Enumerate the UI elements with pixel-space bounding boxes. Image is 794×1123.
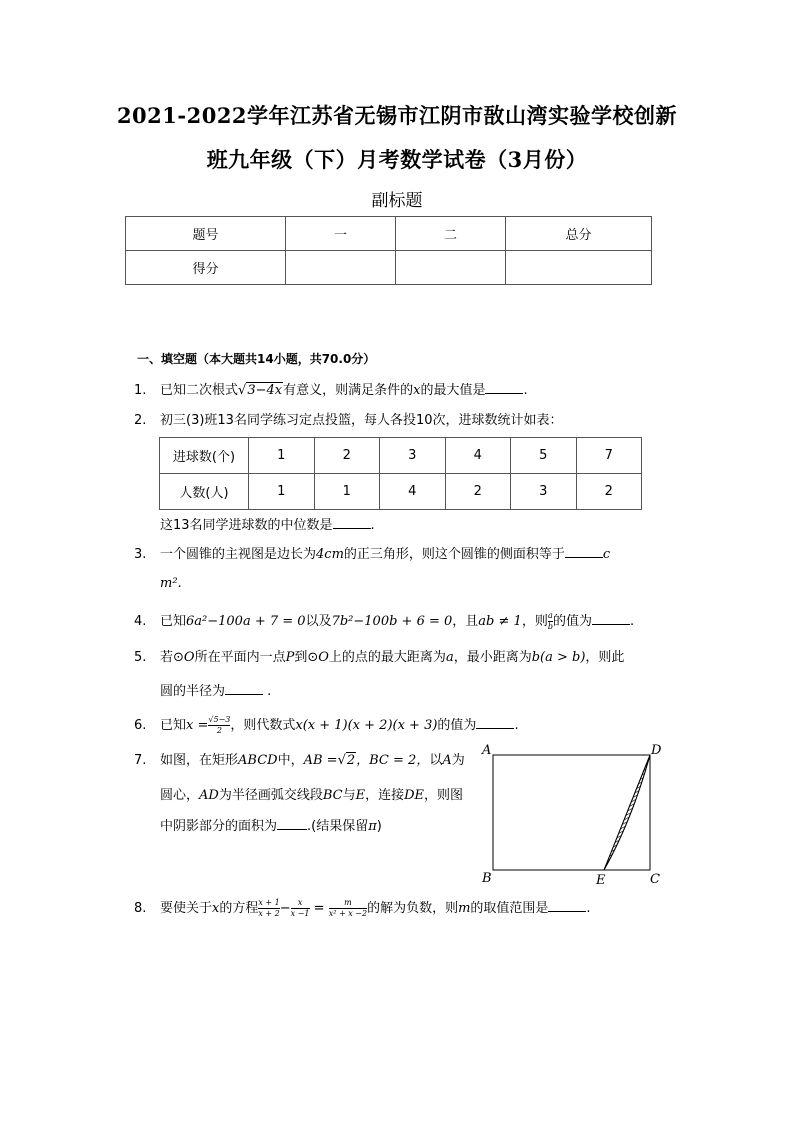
q8-number: 8.	[134, 901, 147, 916]
q4-blank[interactable]	[592, 610, 630, 625]
q2-head-1: 1	[249, 438, 315, 474]
q5-a: a	[445, 650, 454, 665]
q6-text-c: 的值为	[437, 718, 477, 733]
q7-l3a: 中阴影部分的面积为	[160, 819, 278, 834]
q3-val: 4cm	[316, 547, 344, 562]
q1-text-a: 已知二次根式	[160, 383, 239, 398]
q4-text-b: 以及	[305, 614, 332, 629]
q8-frac-3	[329, 898, 367, 919]
q4-eq2: 7b²−100b + 6 = 0	[331, 614, 453, 629]
q6-end: .	[514, 718, 519, 733]
q8-text-a: 要使关于	[160, 901, 213, 916]
q7-blank[interactable]	[277, 815, 307, 830]
q7-ad: AD	[199, 788, 219, 803]
q5-p: P	[285, 650, 295, 665]
q1-end: .	[523, 383, 528, 398]
q2-row-5: 3	[511, 474, 577, 510]
q1-text-c: 的最大值是	[420, 383, 486, 398]
q5-text-b: 所在平面内一点	[194, 650, 286, 665]
q2-text: 初三(3)班13名同学练习定点投篮，每人各投10次，进球数统计如表：	[160, 413, 563, 428]
q7-label-C: C	[650, 872, 660, 887]
q2-row-4: 2	[445, 474, 511, 510]
q2-end: .	[370, 518, 375, 533]
q8-m: m	[458, 901, 471, 916]
q2-row-1: 1	[249, 474, 315, 510]
q5-line2	[160, 680, 271, 699]
q8-frac-2	[291, 898, 310, 919]
q2-head-0: 进球数(个)	[160, 438, 249, 474]
title-line-1: 2021-2022学年江苏省无锡市江阴市敔山湾实验学校创新	[116, 103, 678, 128]
q5-text-a: 若⊙	[160, 650, 184, 665]
score-head-total: 总分	[506, 217, 652, 251]
q7-bcs: BC	[322, 788, 343, 803]
q5-number: 5.	[134, 650, 147, 665]
q6-frac-num: √5−3	[208, 715, 231, 724]
q2-blank[interactable]	[333, 514, 371, 529]
q3-unit-b: m².	[160, 576, 182, 591]
q7-l1d: 为	[451, 753, 465, 768]
q2-head-2: 2	[314, 438, 380, 474]
q6-frac-den: 2	[208, 725, 230, 736]
q8-frac-1	[258, 898, 279, 919]
q2-follow	[160, 514, 375, 533]
q7-l2b: 为半径画弧交线段	[218, 788, 323, 803]
q8-text-d: 的取值范围是	[470, 901, 549, 916]
q3-line2	[160, 576, 182, 591]
q3-number: 3.	[134, 547, 147, 562]
q5-o1: O	[183, 650, 195, 665]
q4-frac-num: a	[548, 611, 553, 620]
question-6	[134, 711, 519, 741]
q2-head-6: 7	[576, 438, 642, 474]
q6-expr: x(x + 1)(x + 2)(x + 3)	[295, 718, 438, 733]
q7-de: DE	[404, 788, 425, 803]
q6-fraction	[208, 715, 230, 736]
q3-blank[interactable]	[565, 543, 603, 558]
q1-number: 1.	[134, 383, 147, 398]
q1-text-b: 有意义，则满足条件的	[283, 383, 414, 398]
q7-l3b: .(结果保留	[307, 819, 369, 834]
q2-number: 2.	[134, 413, 147, 428]
q2-head-4: 4	[445, 438, 511, 474]
q2-table	[159, 437, 642, 510]
q8-f1-num: x + 1	[258, 898, 280, 907]
q4-text-c: ，且	[452, 614, 479, 629]
q8-blank[interactable]	[548, 897, 586, 912]
q8-f1-den: x + 2	[258, 909, 280, 918]
q7-l2a: 圆心，	[160, 788, 200, 803]
q5-o2: O	[318, 650, 329, 665]
score-cell-total	[506, 251, 652, 285]
q3-text-a: 一个圆锥的主视图是边长为	[160, 547, 317, 562]
q7-l2e: ，则图	[424, 788, 464, 803]
q8-f2-num: x	[297, 898, 303, 907]
score-head-1: 一	[286, 217, 396, 251]
q2-follow-text: 这13名同学进球数的中位数是	[160, 518, 333, 533]
q4-text-e: 的值为	[552, 614, 592, 629]
q5-end: .	[267, 684, 272, 699]
score-table	[125, 216, 652, 285]
q7-sqrt2: 2	[346, 753, 356, 768]
question-4	[134, 607, 634, 637]
q2-row-0: 人数(人)	[160, 474, 249, 510]
q1-expr: 3−4x	[247, 383, 283, 398]
q7-rectangle	[493, 755, 650, 870]
q7-l1b: 中，	[277, 753, 304, 768]
q4-text-a: 已知	[160, 614, 187, 629]
section-heading: 一、填空题（本大题共14小题，共70.0分）	[137, 352, 376, 366]
score-head-2: 二	[396, 217, 506, 251]
q4-text-d: ，则	[521, 614, 548, 629]
q7-figure	[480, 740, 670, 890]
q3-unit-a: c	[602, 547, 611, 562]
q6-text-a: 已知	[160, 718, 187, 733]
q7-label-D: D	[651, 743, 662, 758]
title-line-2: 班九年级（下）月考数学试卷（3月份）	[206, 147, 588, 172]
q7-abcd: ABCD	[238, 753, 278, 768]
q7-line3	[160, 815, 382, 834]
q7-bc: ，BC = 2，	[356, 753, 430, 768]
q2-head-3: 3	[380, 438, 446, 474]
q7-l2c: 与	[342, 788, 356, 803]
q8-f3-num: m	[344, 898, 352, 907]
q6-text-b: ，则代数式	[230, 718, 296, 733]
question-7: 7. 如图，在矩形ABCD中，AB =√2，BC = 2，以A为	[134, 746, 465, 776]
subtitle: 副标题	[371, 191, 423, 211]
q6-x: x =	[186, 718, 209, 733]
question-5	[134, 643, 624, 673]
q7-l3c: )	[376, 819, 382, 834]
q2-row-3: 4	[380, 474, 446, 510]
q5-blank[interactable]	[225, 680, 263, 695]
q1-blank[interactable]	[485, 379, 523, 394]
q2-head-5: 5	[511, 438, 577, 474]
q5-line2-text: 圆的半径为	[160, 684, 226, 699]
q8-text-b: 的方程	[219, 901, 259, 916]
q7-label-B: B	[482, 871, 492, 886]
q7-A: A	[442, 753, 452, 768]
q7-segment-de	[604, 755, 650, 870]
score-row-label: 得分	[126, 251, 286, 285]
q7-pi: π	[368, 819, 377, 834]
q7-ab: AB =	[303, 753, 338, 768]
q7-l2d: ，连接	[365, 788, 405, 803]
q3-text-b: 的正三角形，则这个圆锥的侧面积等于	[343, 547, 565, 562]
q8-x: x	[212, 901, 220, 916]
score-head-title: 题号	[126, 217, 286, 251]
q1-var: x	[413, 383, 421, 398]
q8-end: .	[586, 901, 591, 916]
q7-l1a: 如图，在矩形	[160, 753, 239, 768]
q7-l1c: 以	[429, 753, 443, 768]
score-cell-2	[396, 251, 506, 285]
q4-end: .	[629, 614, 635, 629]
q4-eq1: 6a²−100a + 7 = 0	[186, 614, 306, 629]
q5-text-c: 到⊙	[294, 650, 319, 665]
q2-row-6: 2	[576, 474, 642, 510]
question-2	[134, 406, 563, 436]
q5-text-d: 上的点的最大距离为	[328, 650, 446, 665]
q7-line2	[160, 784, 463, 803]
q5-text-f: ，则此	[585, 650, 625, 665]
q4-number: 4.	[134, 614, 147, 629]
q2-row-2: 1	[314, 474, 380, 510]
q5-text-e: ，最小距离为	[453, 650, 532, 665]
question-8: 8. 要使关于x的方程 $\frac{x + 1}{x + 2}$ − $\frac{x}{x -1}$ = $\frac{m}{\text{x² + x −2}}$ 的解为负数，则m的取值范围是 .	[134, 894, 591, 924]
q7-number: 7.	[134, 753, 147, 768]
q4-cond: ab ≠ 1	[478, 614, 522, 629]
q6-number: 6.	[134, 718, 147, 733]
question-3	[134, 540, 610, 570]
q4-frac-den: b	[547, 622, 553, 631]
score-cell-1	[286, 251, 396, 285]
q7-label-A: A	[482, 743, 492, 758]
q8-text-c: 的解为负数，则	[367, 901, 459, 916]
q6-blank[interactable]	[476, 714, 514, 729]
q5-b: b(a > b)	[531, 650, 586, 665]
question-1: 1. 已知二次根式√3−4x有意义，则满足条件的x的最大值是 .	[134, 376, 528, 406]
q7-E: E	[355, 788, 366, 803]
q8-f2-den: x −1	[290, 909, 310, 918]
q7-label-E: E	[596, 873, 606, 888]
q8-f3-den: x² + x −2	[328, 909, 368, 918]
